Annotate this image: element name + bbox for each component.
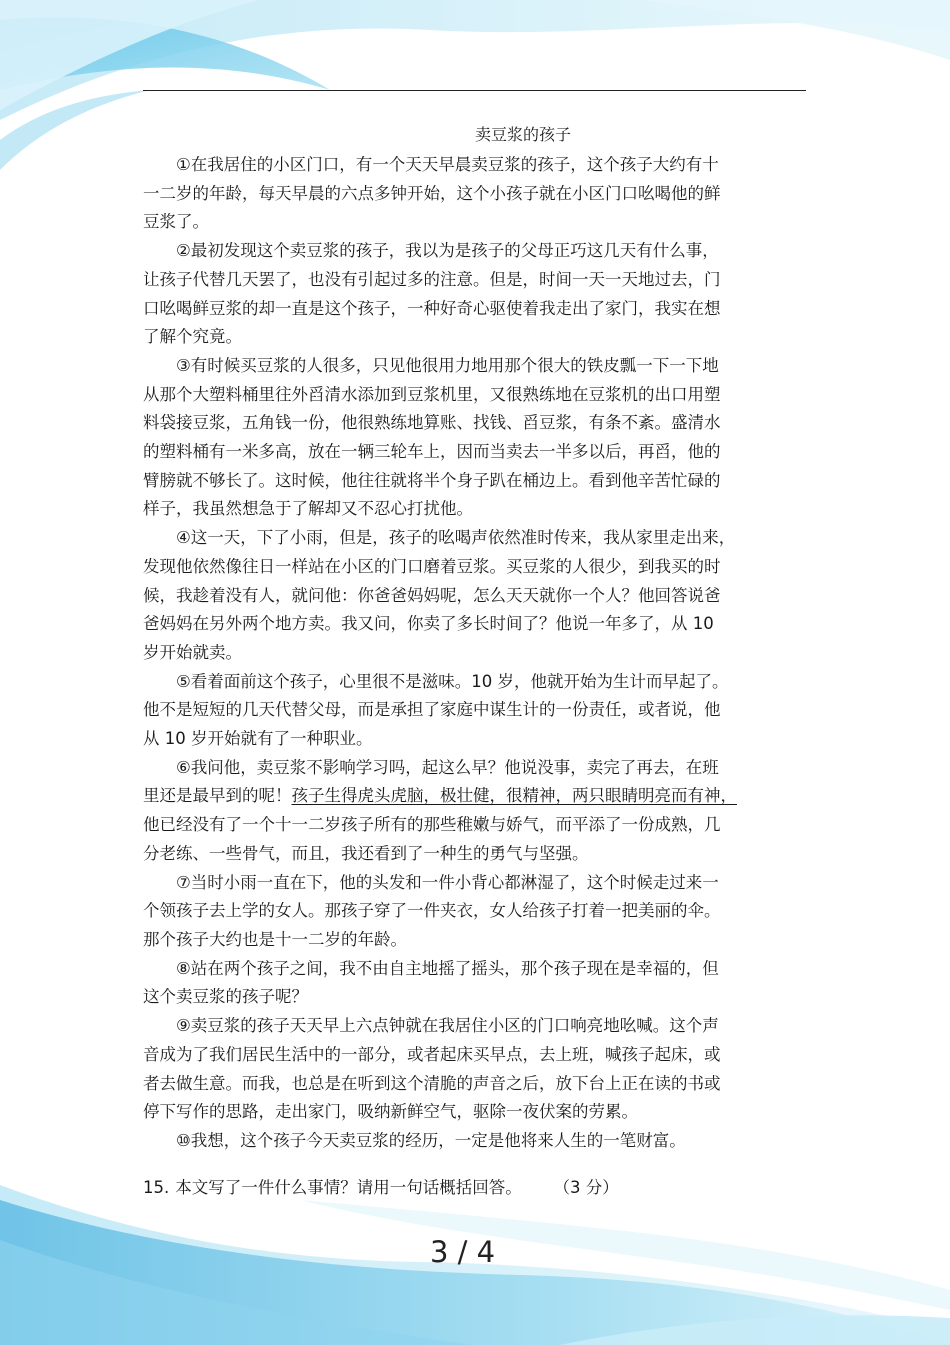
paragraph-1: ①在我居住的小区门口，有一个天天早晨卖豆浆的孩子，这个孩子大约有十 一二岁的年龄，每天早晨的六点多钟开始，这个小孩子就在小区门口吆喝他的鲜 豆浆了。 <box>143 155 721 232</box>
paragraph-6: ⑥我问他，卖豆浆不影响学习吗，起这么早？他说没事，卖完了再去，在班 里还是最早到的呢！孩子生得虎头虎脑，极壮健，很精神，两只眼睛明亮而有神， 他已经没有了一个十一二岁孩子所有的那些稚嫩与娇气，而平添了一份成熟，几 分老练、一些骨气，而且，我还看到了一种生的勇气与坚强。 <box>143 757 737 863</box>
paragraph-5: ⑤看着面前这个孩子，心里很不是滋味。10 岁，他就开始为生计而早起了。 他不是短短的几天代替父母，而是承担了家庭中谋生计的一份责任，或者说，他 从 10 岁开始就有了一种职业。 <box>143 671 729 749</box>
header-divider <box>143 90 806 91</box>
article-body <box>143 151 807 1156</box>
paragraph-7: ⑦当时小雨一直在下，他的头发和一件小背心都淋湿了，这个时候走过来一 个领孩子去上学的女人。那孩子穿了一件夹衣，女人给孩子打着一把美丽的伞。 那个孩子大约也是十一二岁的年龄。 <box>143 872 721 949</box>
paragraph-4: ④这一天，下了小雨，但是，孩子的吆喝声依然准时传来，我从家里走出来， 发现他依然像往日一样站在小区的门口磨着豆浆。买豆浆的人很少，到我买的时 候，我趁着没有人，就问他：你爸爸妈妈呢，怎么天天就你一个人？他回答说爸 爸妈妈在另外两个地方卖。我又问，你卖了多长时间了？他说一年多了，从 10 岁开始就卖。 <box>143 528 736 662</box>
paragraph-10: ⑩我想，这个孩子今天卖豆浆的经历，一定是他将来人生的一笔财富。 <box>176 1130 686 1150</box>
underlined-sentence: 孩子生得虎头虎脑，极壮健，很精神，两只眼睛明亮而有神， <box>291 786 737 806</box>
question-number: 15. <box>143 1178 170 1197</box>
page-number: 3 / 4 <box>429 1235 496 1269</box>
question-score: （3 分） <box>561 1178 619 1197</box>
paragraph-3: ③有时候买豆浆的人很多，只见他很用力地用那个很大的铁皮瓢一下一下地 从那个大塑料桶里往外舀清水添加到豆浆机里，又很熟练地在豆浆机的出口用塑 料袋接豆浆，五角钱一份，他很熟练地算账、找钱、舀豆浆，有条不紊。盛清水 的塑料桶有一米多高，放在一辆三轮车上，因而当卖去一半多以后，再舀，他的 臂膀就不够长了。这时候，他往往就将半个身子趴在桶边上。看到他辛苦忙碌的 样子，我虽然想急于了解却又不忍心打扰他。 <box>143 355 721 519</box>
question-15 <box>143 1174 807 1202</box>
paragraph-8: ⑧站在两个孩子之间，我不由自主地摇了摇头，那个孩子现在是幸福的，但 这个卖豆浆的孩子呢？ <box>143 958 719 1007</box>
paragraph-9: ⑨卖豆浆的孩子天天早上六点钟就在我居住小区的门口响亮地吆喊。这个声 音成为了我们居民生活中的一部分，或者起床买早点，去上班，喊孩子起床，或 者去做生意。而我，也总是在听到这个清脆的声音之后，放下台上正在读的书或 停下写作的思路，走出家门，吸纳新鲜空气，驱除一夜伏案的劳累。 <box>143 1016 721 1122</box>
question-text: 本文写了一件什么事情？请用一句话概括回答。 <box>175 1178 522 1197</box>
paragraph-2: ②最初发现这个卖豆浆的孩子，我以为是孩子的父母正巧这几天有什么事， 让孩子代替几天罢了，也没有引起过多的注意。但是，时间一天一天地过去，门 口吆喝鲜豆浆的却一直是这个孩子，一种好奇心驱使着我走出了家门，我实在想 了解个究竟。 <box>143 241 721 347</box>
article-title: 卖豆浆的孩子 <box>474 125 571 144</box>
